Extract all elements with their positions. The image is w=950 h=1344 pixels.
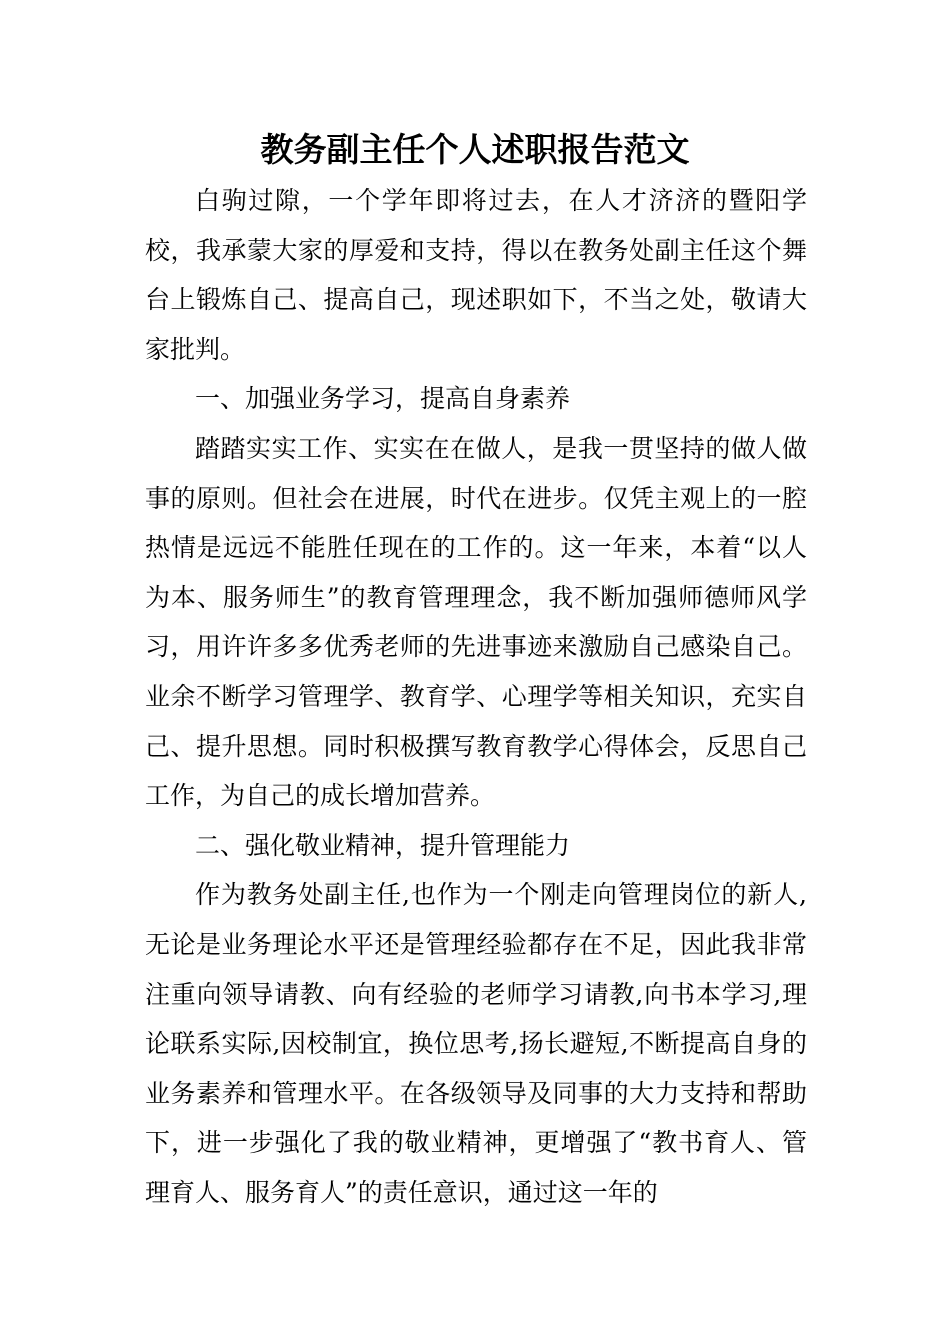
section-heading-2: 二、强化敬业精神，提升管理能力: [195, 830, 571, 860]
document-body: [145, 176, 807, 1217]
section-heading-1: 一、加强业务学习，提高自身素养: [195, 384, 571, 414]
paragraph-intro: 白驹过隙，一个学年即将过去，在人才济济的暨阳学校，我承蒙大家的厚爱和支持，得以在教务处副主任这个舞台上锻炼自己、提高自己，现述职如下，不当之处，敬请大家批判。: [145, 186, 807, 364]
paragraph-section-2: 作为教务处副主任,也作为一个刚走向管理岗位的新人,无论是业务理论水平还是管理经验都存在不足，因此我非常注重向领导请教、向有经验的老师学习请教,向书本学习,理论联系实际,因校制宜，换位思考,扬长避短,不断提高自身的业务素养和管理水平。在各级领导及同事的大力支持和帮助下，进一步强化了我的敬业精神，更增强了“教书育人、管理育人、服务育人”的责任意识，通过这一年的: [145, 880, 807, 1207]
paragraph-section-1: 踏踏实实工作、实实在在做人，是我一贯坚持的做人做事的原则。但社会在进展，时代在进步。仅凭主观上的一腔热情是远远不能胜任现在的工作的。这一年来，本着“以人为本、服务师生”的教育管理理念，我不断加强师德师风学习，用许许多多优秀老师的先进事迹来激励自己感染自己。业余不断学习管理学、教育学、心理学等相关知识，充实自己、提升思想。同时积极撰写教育教学心得体会，反思自己工作，为自己的成长增加营养。: [145, 433, 807, 811]
document-title: 教务副主任个人述职报告范文: [260, 130, 690, 169]
